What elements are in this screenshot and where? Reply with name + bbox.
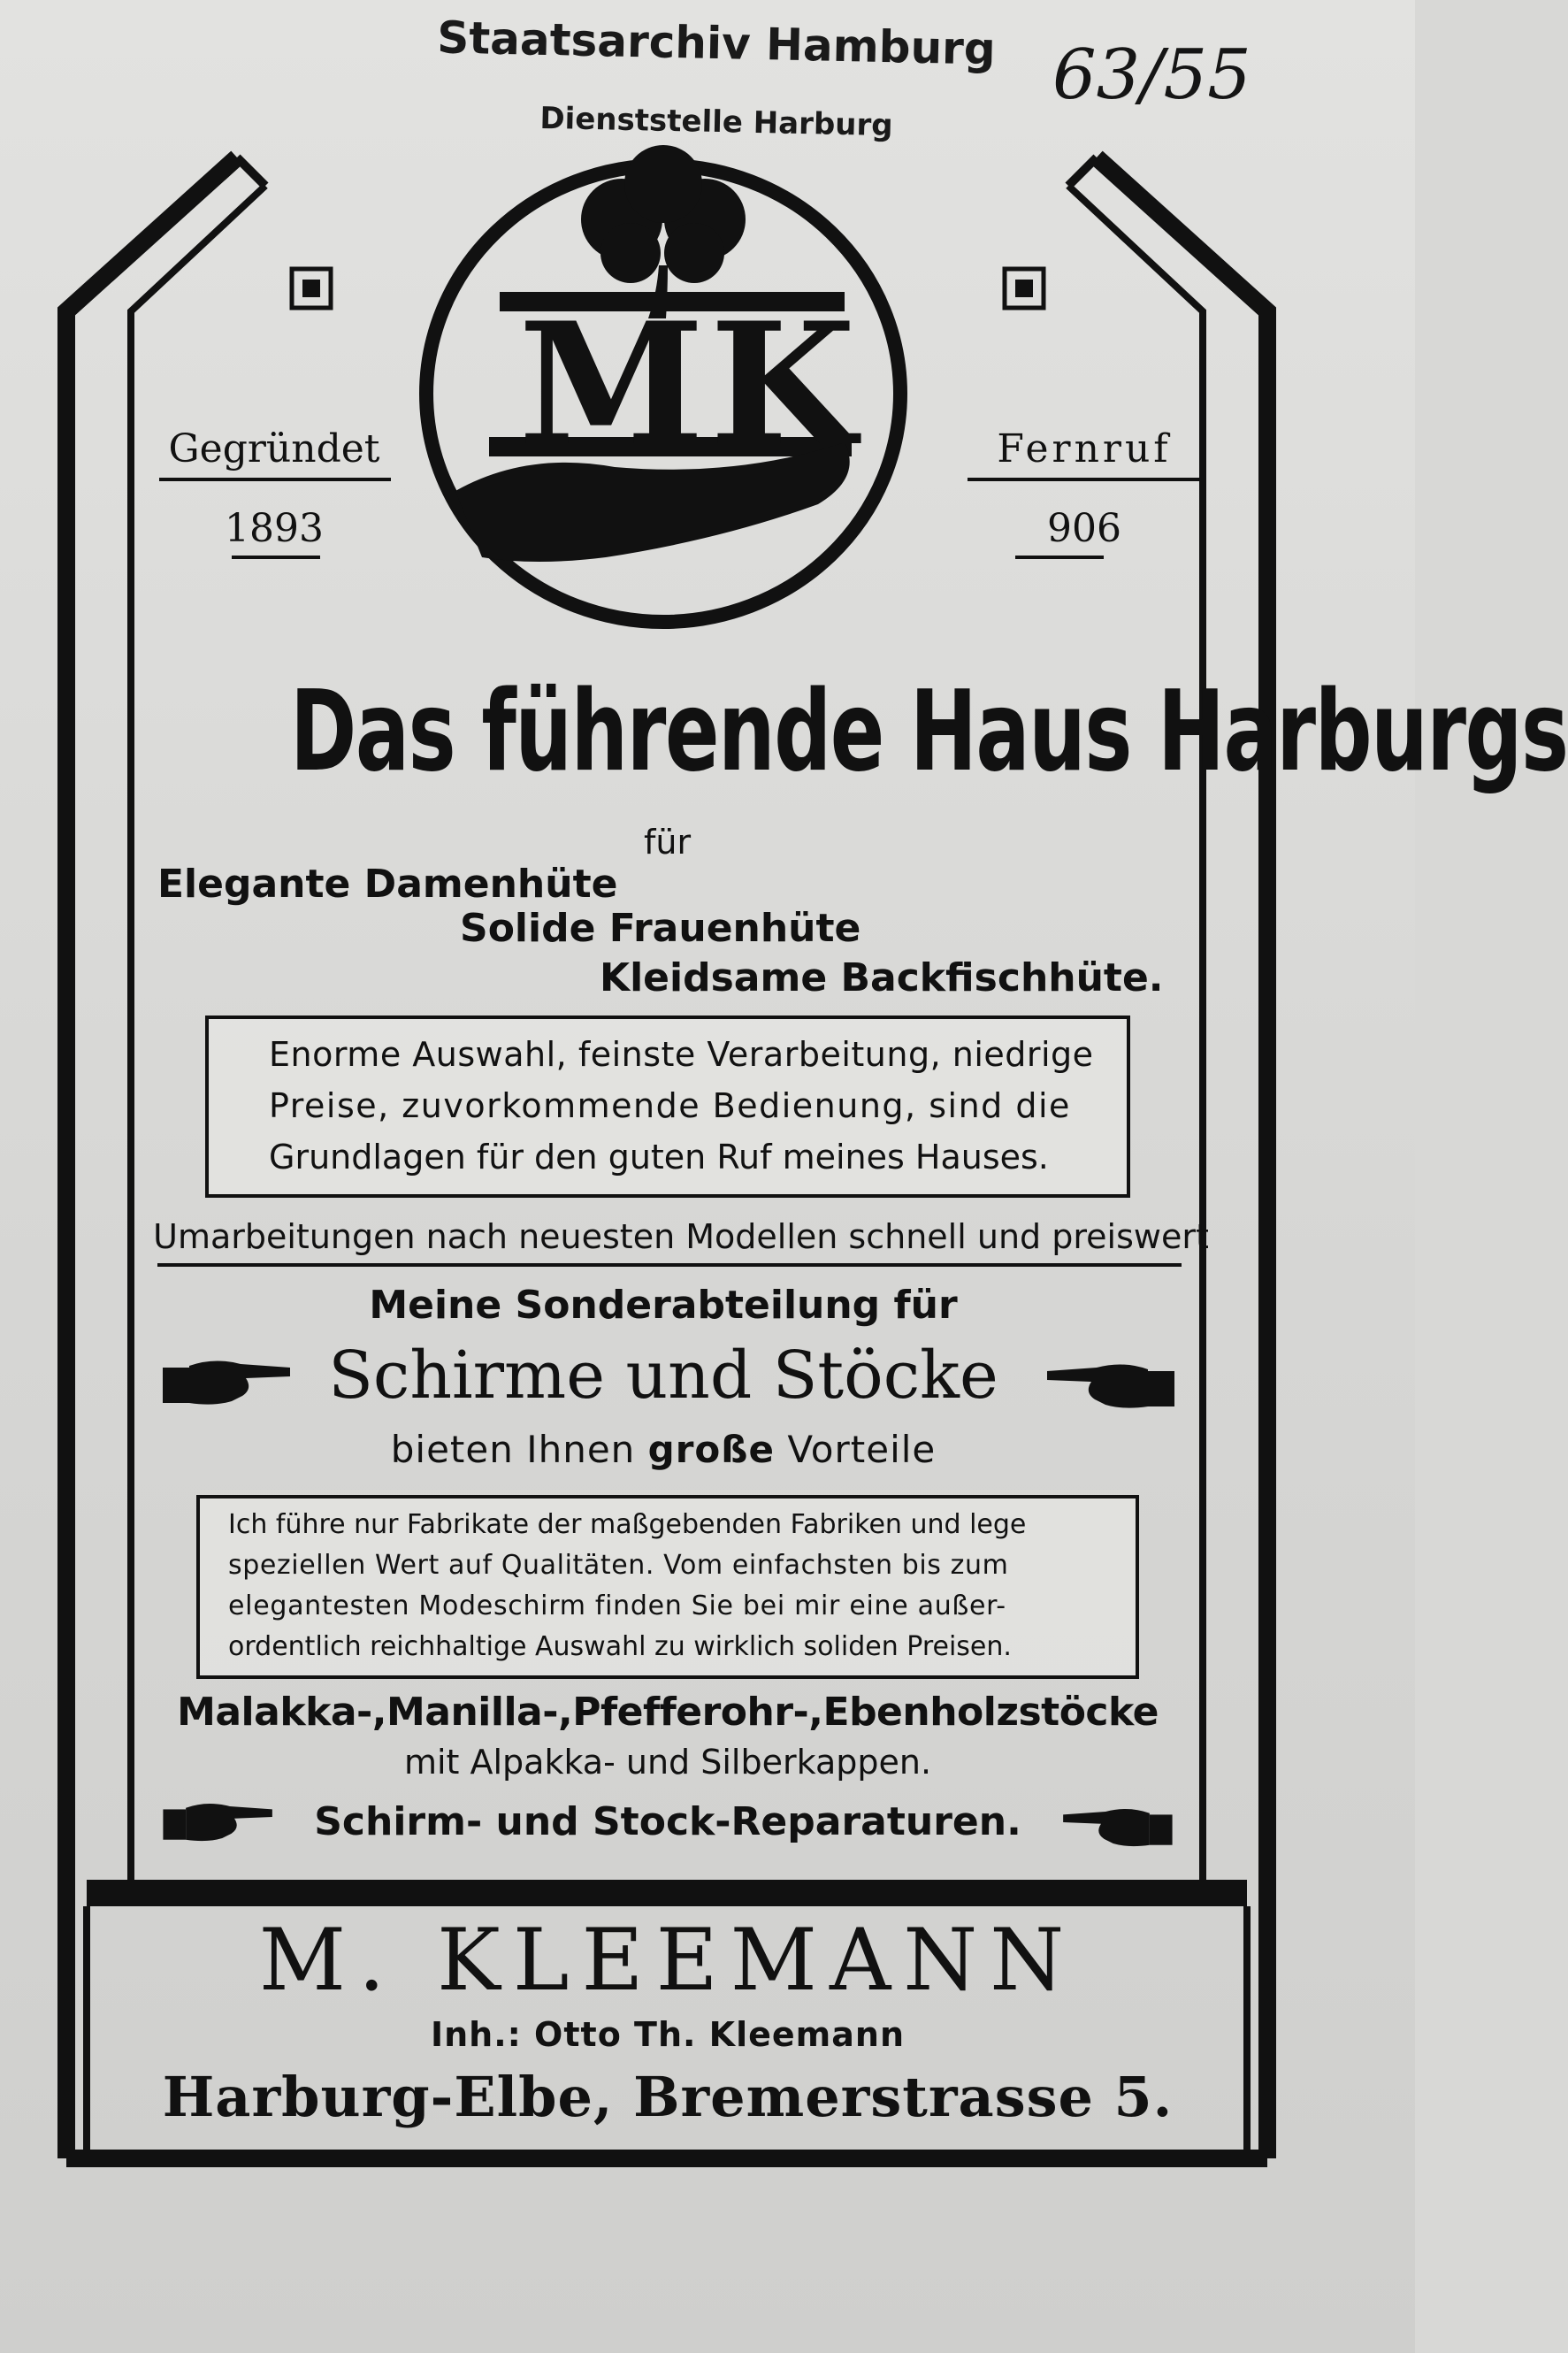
- footer-address: Harburg-Elbe, Bremerstrasse 5.: [162, 2065, 1174, 2129]
- footer-owner: Inh.: Otto Th. Kleemann: [430, 2015, 906, 2054]
- quality-box-line3: Grundlagen für den guten Ruf meines Hauses.: [269, 1138, 1049, 1176]
- quality-box-line2: Preise, zuvorkommende Bedienung, sind die: [269, 1086, 1071, 1125]
- quality-box-line1: Enorme Auswahl, feinste Verarbeitung, niedrige: [269, 1035, 1094, 1074]
- special-intro: Meine Sonderabteilung für: [369, 1283, 958, 1328]
- square-ornament-icon: [1003, 267, 1045, 310]
- founded-label: Gegründet: [168, 426, 380, 471]
- special-tail: [265, 1428, 1061, 1471]
- square-ornament-icon: [290, 267, 333, 310]
- founded-year: 1893: [225, 506, 324, 551]
- pointing-hand-icon: [1059, 1801, 1174, 1854]
- fuer-text: für: [644, 823, 692, 862]
- hats-line3: Kleidsame Backfischhüte.: [600, 955, 1164, 1000]
- special-tail-b: große: [647, 1428, 775, 1471]
- repairs-text: Schirm- und Stock-Reparaturen.: [314, 1799, 1021, 1844]
- alterations-text: Umarbeitungen nach neuesten Modellen schnell und preiswert: [153, 1217, 1209, 1256]
- manufacturers-box-line3: elegantesten Modeschirm finden Sie bei mir eine außer-: [228, 1590, 1006, 1621]
- footer-company-name: M. KLEEMANN: [258, 1911, 1077, 2010]
- special-tail-a: bieten Ihnen: [390, 1428, 636, 1471]
- quality-box: [205, 1016, 1130, 1198]
- archive-stamp-line1: Staatsarchiv Hamburg: [436, 11, 997, 75]
- archive-stamp-line2: Dienststelle Harburg: [539, 100, 893, 144]
- manufacturers-box-line1: Ich führe nur Fabrikate der maßgebenden Fabriken und lege: [228, 1509, 1027, 1540]
- pointing-hand-icon: [1044, 1355, 1176, 1417]
- special-tail-c: Vorteile: [787, 1428, 937, 1471]
- manufacturers-box-line4: ordentlich reichhaltige Auswahl zu wirklich soliden Preisen.: [228, 1631, 1012, 1662]
- hats-line2: Solide Frauenhüte: [460, 906, 861, 951]
- phone-number: 906: [1047, 506, 1121, 551]
- logo-monogram: MK: [518, 286, 861, 483]
- pointing-hand-icon: [161, 1352, 294, 1414]
- hats-line1: Elegante Damenhüte: [157, 862, 618, 907]
- manufacturers-box-line2: speziellen Wert auf Qualitäten. Vom einfachsten bis zum: [228, 1550, 1009, 1581]
- special-title: Schirme und Stöcke: [328, 1337, 998, 1414]
- file-number: 63/55: [1052, 35, 1251, 115]
- phone-label: Fernruf: [997, 426, 1172, 471]
- pointing-hand-icon: [161, 1796, 276, 1849]
- headline: Das führende Haus Harburgs: [289, 666, 1568, 796]
- sticks-line2: mit Alpakka- und Silberkappen.: [403, 1743, 932, 1782]
- sticks-line1: Malakka-,Manilla-,Pfefferohr-,Ebenholzstöcke: [177, 1690, 1159, 1735]
- manufacturers-box: [196, 1495, 1139, 1679]
